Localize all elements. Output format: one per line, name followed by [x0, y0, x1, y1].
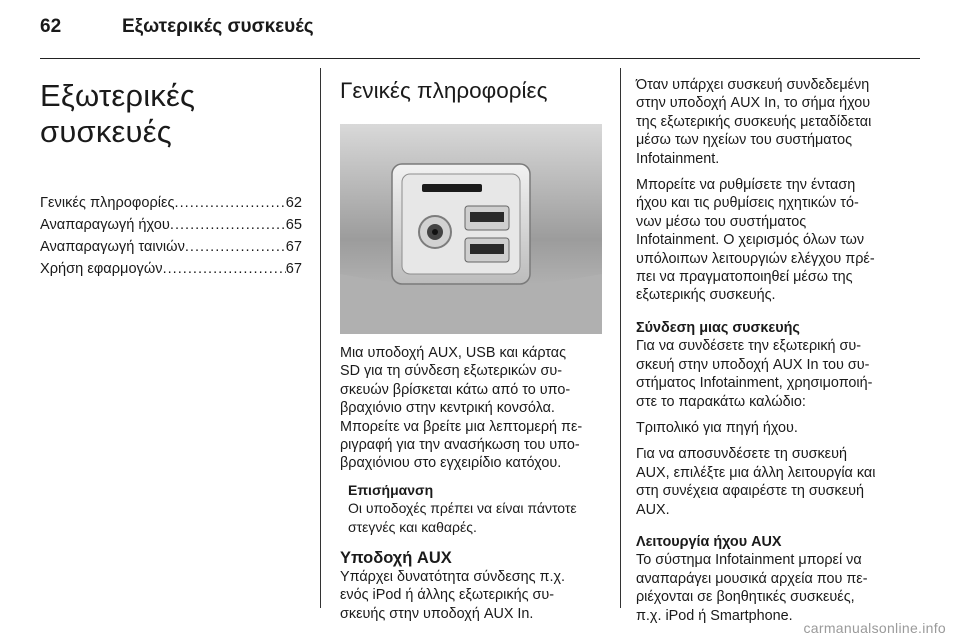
body-line: στε το παρακάτω καλώδιο:	[636, 393, 806, 410]
body-line: Το σύστημα Infotainment μπορεί να	[636, 552, 862, 569]
toc-entry[interactable]	[40, 214, 302, 236]
body-line: της εξωτερικής συσκευής μεταδίδεται	[636, 113, 872, 130]
toc-page: 62	[285, 195, 302, 211]
aux-details-column	[636, 76, 906, 625]
body-line: Για να συνδέσετε την εξωτερική συ-	[636, 338, 862, 355]
body-line: αναπαράγει μουσικά αρχεία που πε-	[636, 570, 868, 587]
body-line: Μπορείτε να ρυθμίσετε την ένταση	[636, 177, 856, 194]
section-heading: Γενικές πληροφορίες	[340, 78, 548, 103]
body-line: Infotainment. Ο χειρισμός όλων των	[636, 232, 865, 249]
toc-page: 65	[285, 217, 302, 233]
note-line: στεγνές και καθαρές.	[348, 518, 477, 535]
body-line: μέσω των ηχείων του συστήματος	[636, 132, 853, 149]
aux-audio-heading: Λειτουργία ήχου AUX	[636, 533, 782, 550]
toc-label: Αναπαραγωγή ταινιών	[40, 239, 185, 255]
body-line: AUX.	[636, 501, 670, 518]
header-rule	[40, 58, 920, 59]
aux-line: Υπάρχει δυνατότητα σύνδεσης π.χ.	[340, 569, 566, 586]
intro-line: βραχιόνιο στην κεντρική κονσόλα.	[340, 400, 555, 417]
note-line: Οι υποδοχές πρέπει να είναι πάντοτε	[348, 500, 577, 517]
aux-line: σκευής στην υποδοχή AUX In.	[340, 605, 534, 622]
toc-label: Χρήση εφαρμογών	[40, 261, 163, 277]
intro-line: Μπορείτε να βρείτε μια λεπτομερή πε-	[340, 418, 583, 435]
body-line: π.χ. iPod ή Smartphone.	[636, 607, 793, 624]
general-info-column	[340, 70, 604, 623]
body-line: στήματος Infotainment, χρησιμοποιή-	[636, 375, 873, 392]
body-line: Όταν υπάρχει συσκευή συνδεδεμένη	[636, 77, 870, 93]
toc-leader	[170, 214, 286, 236]
running-title: Εξωτερικές συσκευές	[122, 16, 314, 37]
toc-entry[interactable]	[40, 236, 302, 258]
toc-leader	[185, 236, 286, 258]
body-line: Infotainment.	[636, 150, 720, 167]
toc-leader	[163, 258, 286, 280]
body-line: Τριπολικό για πηγή ήχου.	[636, 419, 798, 436]
aux-usb-sd-photo	[340, 124, 602, 334]
aux-line: ενός iPod ή άλλης εξωτερικής συ-	[340, 587, 555, 604]
watermark: carmanualsonline.info	[803, 620, 946, 636]
intro-line: βραχιόνιου στο εγχειρίδιο κατόχου.	[340, 455, 562, 472]
note-box	[340, 481, 604, 536]
intro-line: ριγραφή για την ανασήκωση του υπο-	[340, 437, 580, 454]
connector-panel-image	[340, 124, 602, 334]
toc-page: 67	[285, 261, 302, 277]
connect-heading: Σύνδεση μιας συσκευής	[636, 319, 800, 336]
toc-label: Αναπαραγωγή ήχου	[40, 217, 170, 233]
body-line: ριέχονται σε βοηθητικές συσκευές,	[636, 589, 855, 606]
note-title: Επισήμανση	[348, 481, 434, 498]
body-line: στη συνέχεια αφαιρέστε τη συσκευή	[636, 483, 864, 500]
toc-entry[interactable]	[40, 258, 302, 280]
body-line: πει να πραγματοποιηθεί μέσω της	[636, 269, 853, 286]
chapter-title: Εξωτερικές συσκευές	[40, 78, 196, 149]
body-line: στην υποδοχή AUX In, το σήμα ήχου	[636, 95, 871, 112]
body-line: Για να αποσυνδέσετε τη συσκευή	[636, 446, 847, 463]
toc-leader	[175, 192, 286, 214]
body-line: εξωτερικής συσκευής.	[636, 287, 776, 304]
body-line: σκευή στην υποδοχή AUX In του συ-	[636, 356, 870, 373]
toc-label: Γενικές πληροφορίες	[40, 195, 175, 211]
table-of-contents	[40, 192, 302, 280]
chapter-column	[40, 70, 302, 280]
column-divider-1	[320, 68, 321, 608]
body-line: AUX, επιλέξτε μια άλλη λειτουργία και	[636, 464, 876, 481]
intro-line: Μια υποδοχή AUX, USB και κάρτας	[340, 345, 567, 361]
intro-line: SD για τη σύνδεση εξωτερικών συ-	[340, 363, 563, 380]
intro-line: σκευών βρίσκεται κάτω από το υπο-	[340, 381, 571, 398]
body-line: υπόλοιπων λειτουργιών ελέγχου πρέ-	[636, 250, 875, 267]
toc-entry[interactable]	[40, 192, 302, 214]
toc-page: 67	[285, 239, 302, 255]
aux-heading: Υποδοχή AUX	[340, 549, 452, 568]
body-line: ήχου και τις ρυθμίσεις ηχητικών τό-	[636, 195, 859, 212]
column-divider-2	[620, 68, 621, 608]
page-number: 62	[40, 16, 62, 37]
body-line: νων μέσω του συστήματος	[636, 213, 807, 230]
